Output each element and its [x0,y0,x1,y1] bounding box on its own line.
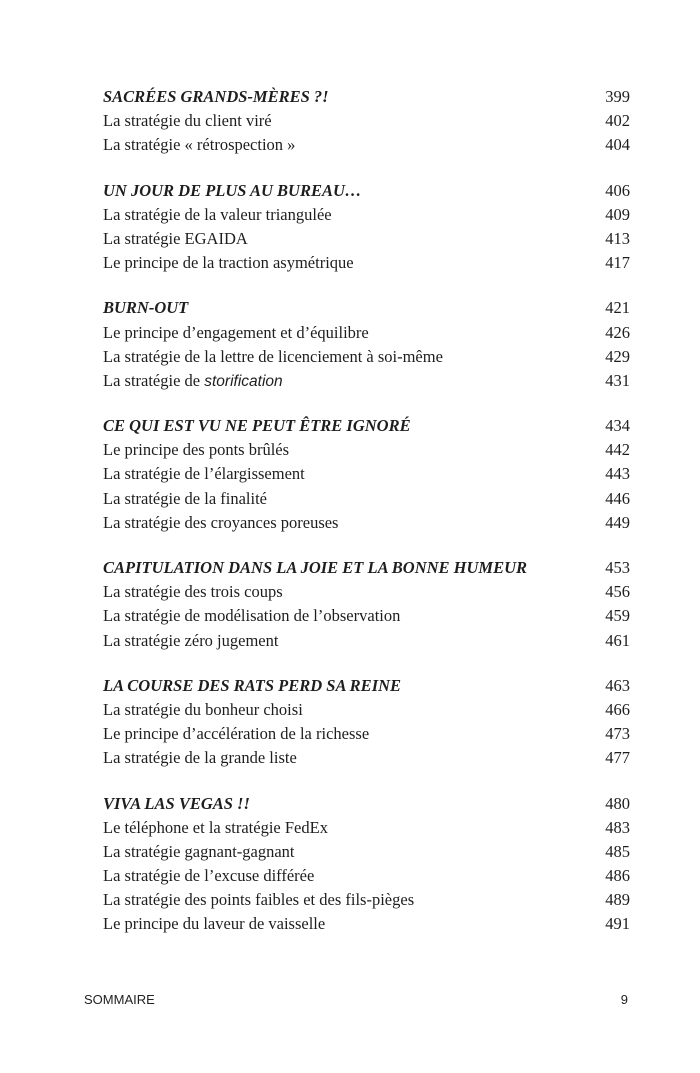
page-ref: 421 [605,298,630,318]
toc-entry[interactable] [103,698,630,722]
page-ref: 489 [605,890,630,910]
label-emphasis: storification [204,372,283,390]
chapter-entry[interactable] [103,414,630,438]
page-ref: 409 [605,204,630,224]
page-ref: 485 [605,841,630,861]
label-text: La stratégie zéro jugement [103,630,279,650]
page-ref: 431 [605,370,630,390]
label-text: Le téléphone et la stratégie FedEx [103,817,328,837]
toc-entry-label [103,511,338,535]
toc-entry[interactable] [103,251,630,275]
toc-section [103,85,630,158]
toc-entry[interactable] [103,580,630,604]
page-ref: 402 [605,111,630,131]
toc-entry[interactable] [103,840,630,864]
page-ref: 426 [605,322,630,342]
label-text: La stratégie du client viré [103,111,272,131]
toc-entry[interactable] [103,629,630,653]
toc-entry[interactable] [103,816,630,840]
page-ref: 480 [605,793,630,813]
table-of-contents [103,85,630,958]
page-ref: 463 [605,675,630,695]
toc-entry-label [103,840,295,864]
label-text: La stratégie EGAIDA [103,228,248,248]
chapter-entry[interactable] [103,674,630,698]
toc-entry[interactable] [103,511,630,535]
page-ref: 404 [605,135,630,155]
chapter-entry-label [103,792,250,816]
toc-entry-label [103,203,332,227]
toc-entry[interactable] [103,133,630,157]
toc-entry[interactable] [103,722,630,746]
label-text: La stratégie de la lettre de licenciement à soi-même [103,346,443,366]
label-text: La stratégie des croyances poreuses [103,512,339,532]
toc-entry-label [103,912,325,936]
page-ref: 443 [605,464,630,484]
toc-entry-label [103,227,248,251]
label-text: Le principe d’engagement et d’équilibre [103,322,369,342]
toc-entry[interactable] [103,888,630,912]
page-ref: 486 [605,866,630,886]
toc-entry-label [103,888,414,912]
page-ref: 442 [605,440,630,460]
page-ref: 483 [605,817,630,837]
label-text: Le principe du laveur de vaisselle [103,914,326,934]
chapter-entry-label [103,674,401,698]
toc-entry[interactable] [103,203,630,227]
toc-entry-label [103,369,283,393]
toc-entry[interactable] [103,604,630,628]
label-text: La stratégie de la valeur triangulée [103,204,332,224]
toc-entry-label [103,487,267,511]
label-text: La stratégie « rétrospection » [103,135,296,155]
page-ref: 413 [605,228,630,248]
page-ref: 491 [605,914,630,934]
toc-entry-label [103,251,354,275]
label-text: La stratégie de modélisation de l’observation [103,606,401,626]
label-text: CAPITULATION DANS LA JOIE ET LA BONNE HUMEUR [103,558,528,577]
toc-section [103,296,630,393]
chapter-entry[interactable] [103,296,630,320]
toc-entry-label [103,438,289,462]
label-text: La stratégie de la finalité [103,488,268,508]
toc-entry-label [103,345,443,369]
label-text: SACRÉES GRANDS-MÈRES ?! [103,87,329,106]
page-number: 9 [620,992,628,1007]
page-ref: 429 [605,346,630,366]
page-ref: 449 [605,512,630,532]
chapter-entry-label [103,296,188,320]
toc-entry-label [103,864,314,888]
label-text: La stratégie de [103,370,205,390]
page-ref: 473 [605,724,630,744]
toc-section [103,414,630,535]
toc-entry[interactable] [103,864,630,888]
page-ref: 461 [605,630,630,650]
page-ref: 446 [605,488,630,508]
label-text: LA COURSE DES RATS PERD SA REINE [103,675,402,695]
chapter-entry-label [103,556,527,580]
toc-entry[interactable] [103,109,630,133]
chapter-entry[interactable] [103,792,630,816]
label-text: La stratégie de la grande liste [103,748,297,768]
toc-entry-label [103,629,278,653]
page-ref: 453 [605,558,630,577]
toc-entry-label [103,462,305,486]
toc-entry[interactable] [103,321,630,345]
toc-section [103,792,630,937]
running-title: SOMMAIRE [84,992,155,1007]
toc-entry-label [103,321,369,345]
label-text: VIVA LAS VEGAS !! [103,793,250,813]
toc-entry[interactable] [103,227,630,251]
chapter-entry-label [103,85,329,109]
page-ref: 456 [605,582,630,602]
label-text: La stratégie de l’élargissement [103,464,305,484]
toc-entry[interactable] [103,462,630,486]
label-text: UN JOUR DE PLUS AU BUREAU… [103,180,362,200]
chapter-entry-label [103,414,411,438]
page-ref: 434 [605,416,630,436]
page-footer [84,992,628,1007]
label-text: La stratégie des trois coups [103,582,283,602]
toc-entry-label [103,604,400,628]
toc-entry-label [103,698,303,722]
toc-entry-label [103,746,297,770]
chapter-entry[interactable] [103,179,630,203]
label-text: La stratégie des points faibles et des fils-pièges [103,890,415,910]
chapter-entry[interactable] [103,556,630,580]
toc-section [103,556,630,653]
page-ref: 417 [605,253,630,273]
label-text: La stratégie de l’excuse différée [103,866,315,886]
label-text: La stratégie gagnant-gagnant [103,841,295,861]
label-text: Le principe de la traction asymétrique [103,253,354,273]
toc-section [103,179,630,276]
toc-entry-label [103,816,328,840]
toc-entry[interactable] [103,369,630,393]
page-ref: 406 [605,180,630,200]
label-text: BURN-OUT [103,298,189,318]
label-text: La stratégie du bonheur choisi [103,699,303,719]
page-ref: 459 [605,606,630,626]
label-text: CE QUI EST VU NE PEUT ÊTRE IGNORÉ [103,416,411,436]
toc-entry[interactable] [103,345,630,369]
toc-entry-label [103,109,272,133]
toc-entry-label [103,722,369,746]
toc-entry-label [103,580,283,604]
page-ref: 399 [605,87,630,106]
chapter-entry-label [103,179,361,203]
toc-entry[interactable] [103,912,630,936]
toc-entry[interactable] [103,746,630,770]
toc-entry-label [103,133,295,157]
toc-entry[interactable] [103,438,630,462]
label-text: Le principe d’accélération de la richesse [103,724,370,744]
page-ref: 466 [605,699,630,719]
toc-entry[interactable] [103,487,630,511]
chapter-entry[interactable] [103,85,630,109]
page-ref: 477 [605,748,630,768]
label-text: Le principe des ponts brûlés [103,440,290,460]
toc-section [103,674,630,771]
